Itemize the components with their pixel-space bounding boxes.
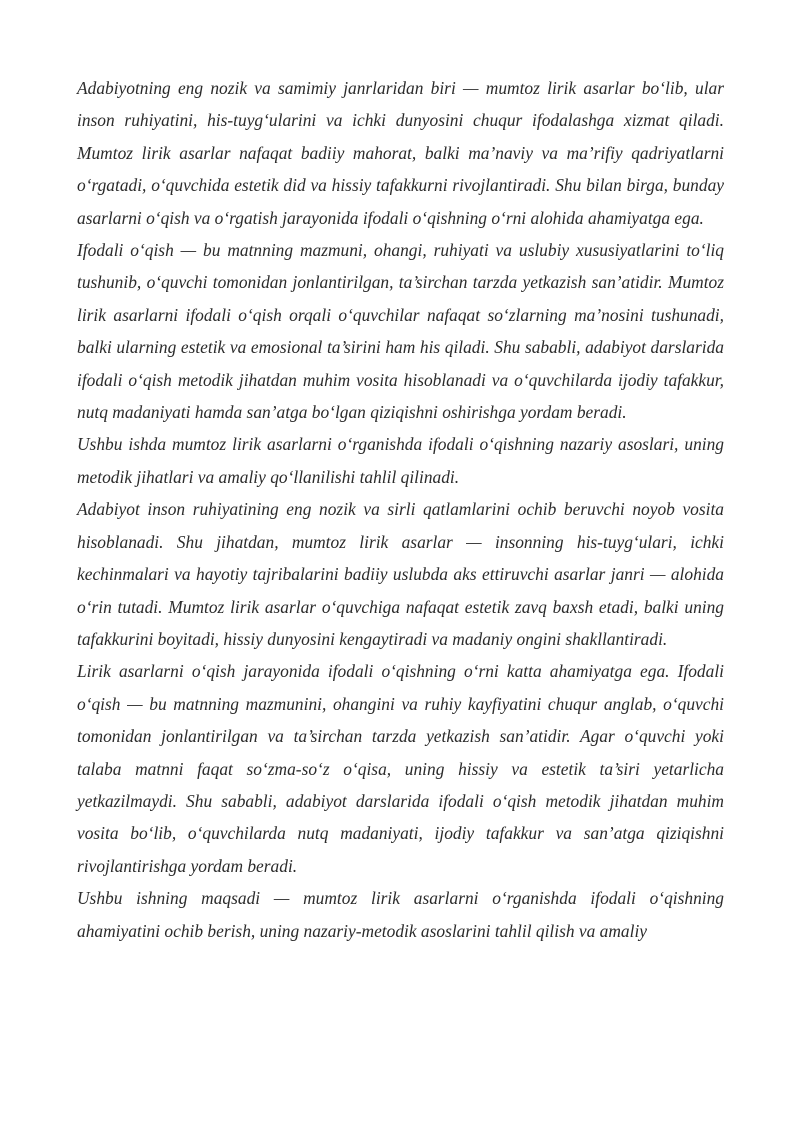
paragraph-literature-role: Adabiyot inson ruhiyatining eng nozik va sirli qatlamlarini ochib beruvchi noyob vosita hisoblanadi. Shu jihatdan, mumtoz lirik asarlar — insonning his-tuyg‘ulari, ichki kechinmalari va hayotiy tajribalarini badiiy uslubda aks ettiruvchi asarlar janri — alohida o‘rin tutadi. Mumtoz lirik asarlar o‘quvchiga nafaqat estetik zavq baxsh etadi, balki uning tafakkurini boyitadi, hissiy dunyosini kengaytiradi va madaniy ongini shakllantiradi. <box>77 499 724 649</box>
paragraph-lyric-reading-importance: Lirik asarlarni o‘qish jarayonida ifodali o‘qishning o‘rni katta ahamiyatga ega. Ifodali o‘qish — bu matnning mazmunini, ohangini va ruhiy kayfiyatini chuqur anglab, o‘quvchi tomonidan jonlantirilgan va ta’sirchan tarzda yetkazish san’atidir. Agar o‘quvchi yoki talaba matnni faqat so‘zma-so‘z o‘qisa, uning hissiy va estetik ta’siri yetarlicha yetkazilmaydi. Shu sababli, adabiyot darslarida ifodali o‘qish metodik jihatdan muhim vosita bo‘lib, o‘quvchilarda nutq madaniyati, ijodiy tafakkur va san’atga qiziqishni rivojlantirishga yordam beradi. <box>77 661 724 876</box>
paragraph-expressive-reading-definition: Ifodali o‘qish — bu matnning mazmuni, ohangi, ruhiyati va uslubiy xususiyatlarini to‘liq tushunib, o‘quvchi tomonidan jonlantirilgan, ta’sirchan tarzda yetkazish san’atidir. Mumtoz lirik asarlarni ifodali o‘qish orqali o‘quvchilar nafaqat so‘zlarning ma’nosini tushunadi, balki ularning estetik va emosional ta’sirini ham his qiladi. Shu sababli, adabiyot darslarida ifodali o‘qish metodik jihatdan muhim vosita hisoblanadi va o‘quvchilarda ijodiy tafakkur, nutq madaniyati hamda san’atga bo‘lgan qiziqishni oshirishga yordam beradi. <box>77 240 724 423</box>
paragraph-work-scope: Ushbu ishda mumtoz lirik asarlarni o‘rganishda ifodali o‘qishning nazariy asoslari, uning metodik jihatlari va amaliy qo‘llanilishi tahlil qilinadi. <box>77 434 724 487</box>
document-page <box>77 72 724 947</box>
paragraph-intro-lyric-works: Adabiyotning eng nozik va samimiy janrlaridan biri — mumtoz lirik asarlar bo‘lib, ular inson ruhiyatini, his-tuyg‘ularini va ichki dunyosini chuqur ifodalashga xizmat qiladi. Mumtoz lirik asarlar nafaqat badiiy mahorat, balki ma’naviy va ma’rifiy qadriyatlarni o‘rgatadi, o‘quvchida estetik did va hissiy tafakkurni rivojlantiradi. Shu bilan birga, bunday asarlarni o‘qish va o‘rgatish jarayonida ifodali o‘qishning o‘rni alohida ahamiyatga ega. <box>77 78 724 228</box>
paragraph-work-goal: Ushbu ishning maqsadi — mumtoz lirik asarlarni o‘rganishda ifodali o‘qishning ahamiyatini ochib berish, uning nazariy-metodik asoslarini tahlil qilish va amaliy <box>77 888 724 941</box>
